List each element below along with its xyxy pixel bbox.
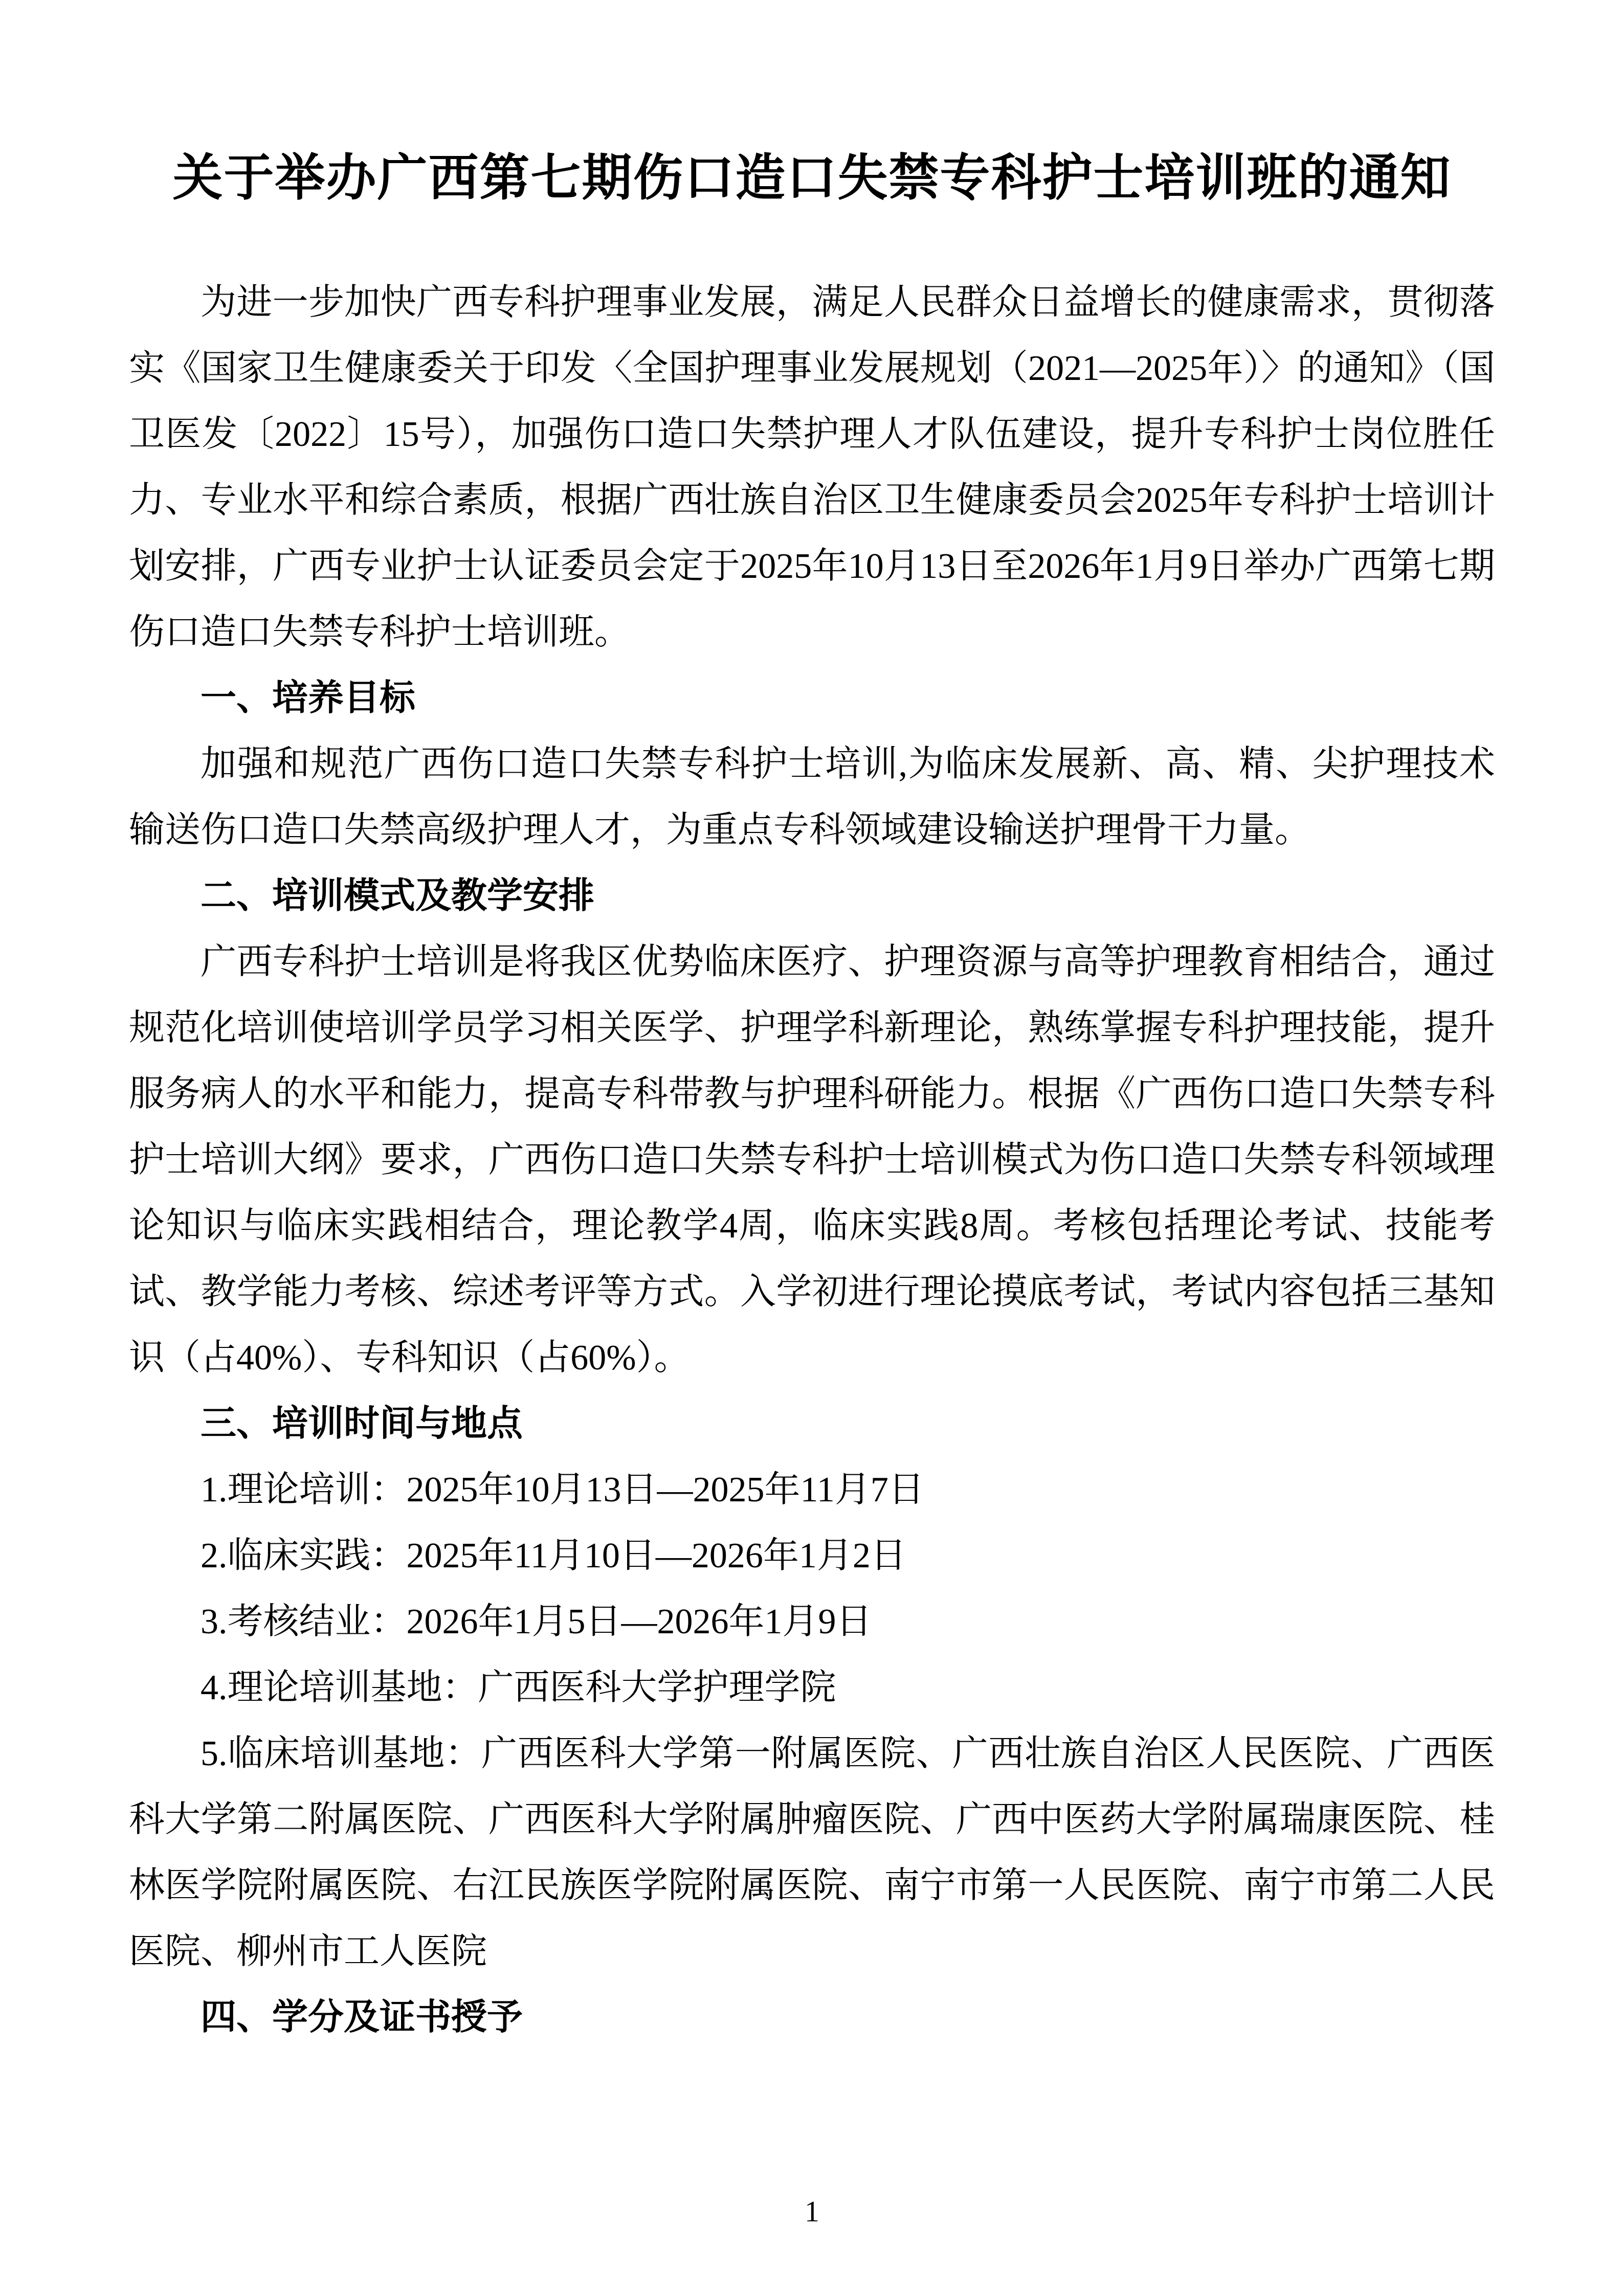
training-item-theory-base: 4.理论培训基地：广西医科大学护理学院 bbox=[201, 1668, 836, 1707]
document-title: 关于举办广西第七期伤口造口失禁专科护士培训班的通知 bbox=[172, 151, 1452, 206]
training-item-assessment-completion: 3.考核结业：2026年1月5日—2026年1月9日 bbox=[201, 1602, 872, 1641]
section-heading-time-place: 三、培训时间与地点 bbox=[201, 1404, 523, 1444]
intro-paragraph: 为进一步加快广西专科护理事业发展，满足人民群众日益增长的健康需求，贯彻落实《国家卫生健康委关于印发〈全国护理事业发展规划（2021—2025年）〉的通知》（国卫医发〔2022〕15号），加强伤口造口失禁护理人才队伍建设，提升专科护士岗位胜任力、专业水平和综合素质，根据广西壮族自治区卫生健康委员会2025年专科护士培训计划安排，广西专业护士认证委员会定于2025年10月13日至2026年1月9日举办广西第七期伤口造口失禁专科护士培训班。 bbox=[129, 283, 1495, 652]
section-heading-training-goal: 一、培养目标 bbox=[201, 679, 415, 718]
section-paragraph-training-goal: 加强和规范广西伤口造口失禁专科护士培训,为临床发展新、高、精、尖护理技术输送伤口造口失禁高级护理人才，为重点专科领域建设输送护理骨干力量。 bbox=[129, 745, 1495, 850]
training-item-theory-training: 1.理论培训：2025年10月13日—2025年11月7日 bbox=[201, 1470, 924, 1510]
training-item-clinical-bases: 5.临床培训基地：广西医科大学第一附属医院、广西壮族自治区人民医院、广西医科大学第二附属医院、广西医科大学附属肿瘤医院、广西中医药大学附属瑞康医院、桂林医学院附属医院、右江民族医学院附属医院、南宁市第一人民医院、南宁市第二人民医院、柳州市工人医院 bbox=[129, 1734, 1495, 1971]
document-content bbox=[129, 134, 1495, 2051]
training-item-clinical-practice: 2.临床实践：2025年11月10日—2026年1月2日 bbox=[201, 1536, 906, 1575]
section-heading-training-mode: 二、培训模式及教学安排 bbox=[201, 876, 594, 916]
section-paragraph-training-mode: 广西专科护士培训是将我区优势临床医疗、护理资源与高等护理教育相结合，通过规范化培训使培训学员学习相关医学、护理学科新理论，熟练掌握专科护理技能，提升服务病人的水平和能力，提高专科带教与护理科研能力。根据《广西伤口造口失禁专科护士培训大纲》要求，广西伤口造口失禁专科护士培训模式为伤口造口失禁专科领域理论知识与临床实践相结合，理论教学4周，临床实践8周。考核包括理论考试、技能考试、教学能力考核、综述考评等方式。入学初进行理论摸底考试，考试内容包括三基知识（占40%）、专科知识（占60%）。 bbox=[129, 942, 1495, 1378]
section-heading-credits-certificate: 四、学分及证书授予 bbox=[201, 1998, 523, 2037]
page-number: 1 bbox=[805, 2195, 819, 2228]
